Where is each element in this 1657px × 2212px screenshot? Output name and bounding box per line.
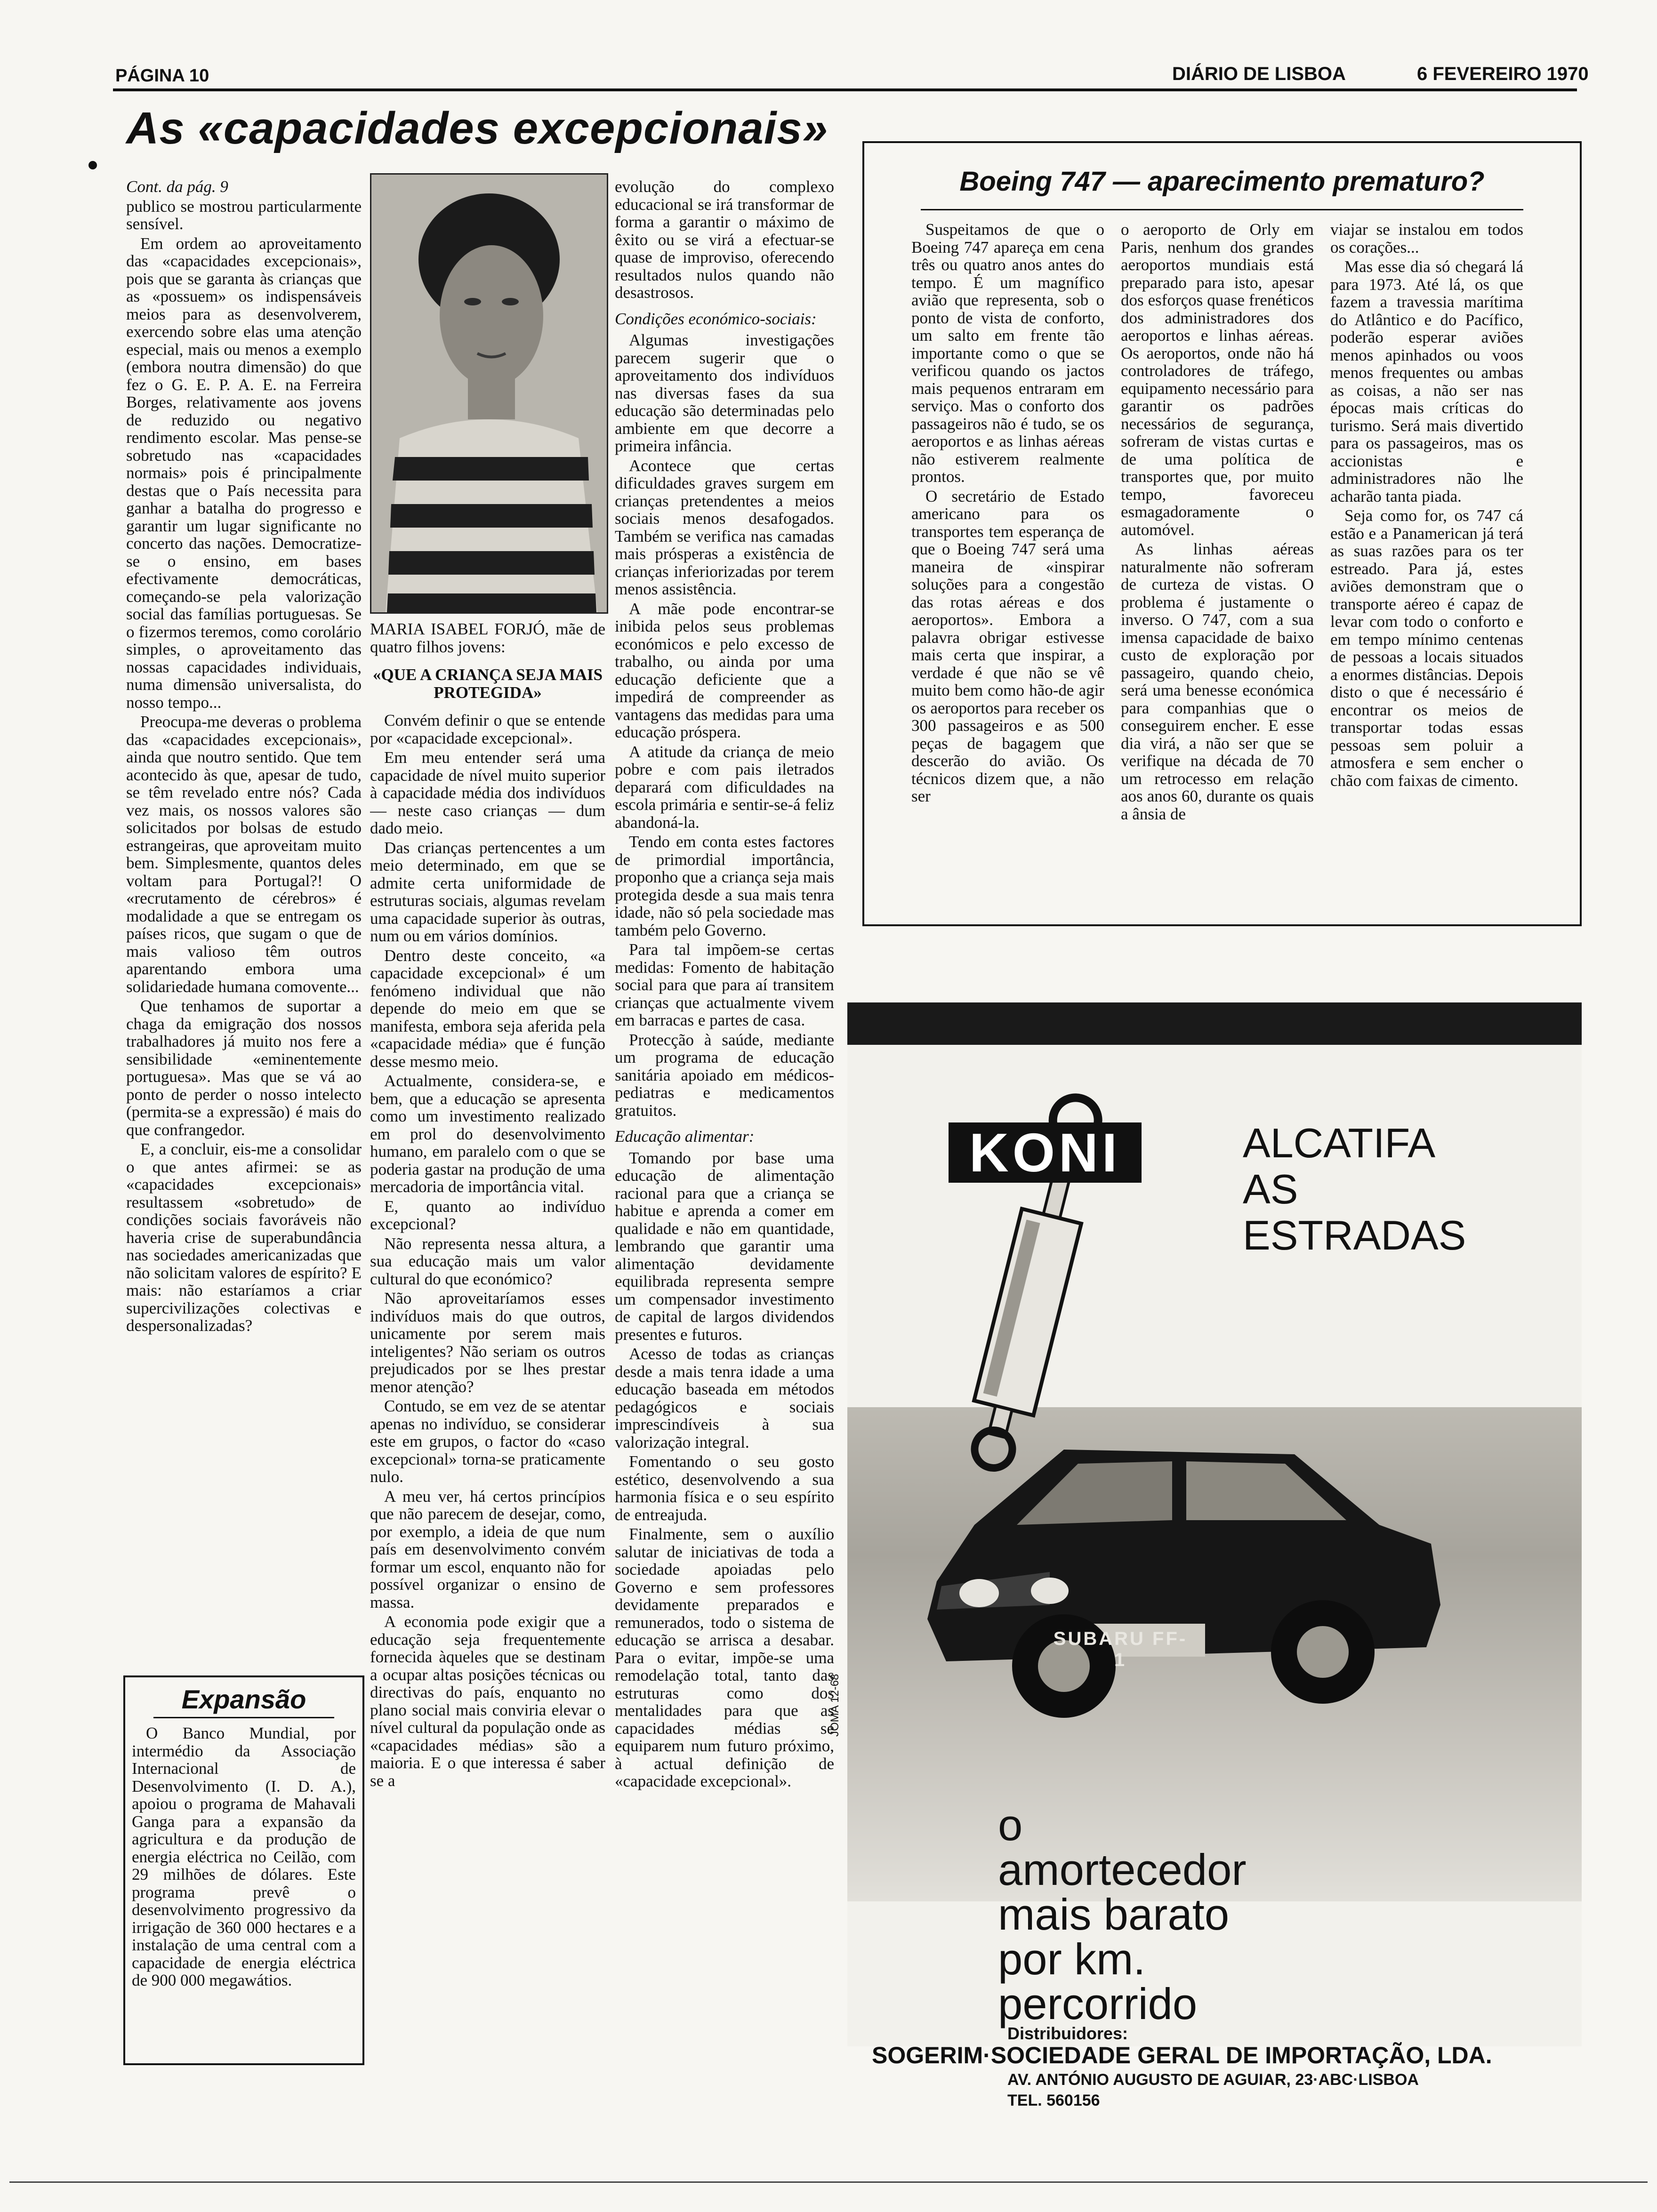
paragraph: viajar se instalou em todos os corações... <box>1330 221 1523 256</box>
paragraph: Em meu entender será uma capacidade de nível muito superior à capacidade média dos indivíduos — neste caso crianças — dum dado meio. <box>370 748 605 837</box>
expansao-box <box>123 1675 364 2065</box>
paragraph: O Banco Mundial, por intermédio da Associação Internacional de Desenvolvimento (I. D. A.), apoiou o programa de Mahavali Ganga para a expansão da agricultura e da produção de energia eléctrica no Ceilão, com 29 milhões de dólares. Este programa prevê o desenvolvimento progressivo da irrigação de 360 000 hectares e a instalação de uma central com a capacidade de energia eléctrica de 900 000 megawátios. <box>132 1724 356 1989</box>
title-rule <box>153 1717 334 1718</box>
paragraph: Mas esse dia só chegará lá para 1973. Até lá, os que fazem a travessia marítima do Atlântico e do Pacífico, poderão esperar aviões menos apinhados ou voos menos frequentes ou ambas as coisas, a não ser nas épocas mais críticas do turismo. Será mais divertido para os passageiros, mas os accionistas e administradores não lhe acharão tanta piada. <box>1330 257 1523 505</box>
paragraph: Acontece que certas dificuldades graves surgem em crianças pretendentes a meios sociais menos desafogados. Também se verifica nas camadas mais prósperas a existência de crianças inferiorizadas por terem menos assistência. <box>615 456 834 598</box>
paragraph: A atitude da criança de meio pobre e com pais iletrados deparará com dificuldades na escola primária e sentir-se-á feliz abandoná-la. <box>615 742 834 832</box>
continuation-note: Cont. da pág. 9 <box>126 178 228 196</box>
paragraph: evolução do complexo educacional se irá transformar de forma a garantir o máximo de êxito ou se virá a efectuar-se quase de improviso, oferecendo resultados nulos quando não desastrosos. <box>615 178 834 302</box>
masthead-rule <box>113 88 1577 91</box>
paragraph: Algumas investigações parecem sugerir que o aproveitamento dos indivíduos nas diversas fases da sua educação são determinadas pelo ambiente em que decorre a primeira infância. <box>615 331 834 455</box>
paragraph: Das crianças pertencentes a um meio determinado, em que se admite certa uniformidade de estruturas sociais, algumas revelam uma capacidade superior às outras, num ou em vários domínios. <box>370 838 605 945</box>
ad-top-band <box>847 1002 1582 1045</box>
tagline-line: percorrido <box>998 1979 1198 2028</box>
paragraph: Tendo em conta estes factores de primordial importância, proponho que a criança seja mais protegida desde a sua mais tenra idade, não só pela sociedade mas também pelo Governo. <box>615 833 834 939</box>
car-badge: SUBARU FF-1 <box>1053 1628 1188 1670</box>
ad-slogan <box>1243 1120 1466 1258</box>
tagline-line: o <box>998 1800 1023 1850</box>
boeing-column-3 <box>1330 221 1523 908</box>
paragraph: Actualmente, considera-se, e bem, que a educação se apresenta como um investimento realizado em prol do desenvolvimento humano, em paralelo com o que se poderia gastar na produção de uma mercadoria de importância vital. <box>370 1072 605 1196</box>
paragraph: Não representa nessa altura, a sua educação mais um valor cultural do que económico? <box>370 1234 605 1288</box>
distributor-address: AV. ANTÓNIO AUGUSTO DE AGUIAR, 23·ABC·LISBOA <box>1007 2071 1419 2089</box>
paragraph: A economia pode exigir que a educação seja frequentemente fornecida àqueles que se destinam a ocupar altas posições técnicas ou directivas do país, enquanto no plano social mais conviria elevar o nível cultural da população onde as «capacidades médias» são a maioria. E o que interessa é saber se a <box>370 1612 605 1790</box>
page-bottom-rule <box>9 2181 1648 2183</box>
expansao-body <box>132 1724 356 2059</box>
paragraph: Seja como for, os 747 cá estão e a Panamerican já terá as suas razões para os ter estreado. Para já, estes aviões demonstram que o transporte aéreo é capaz de levar com todo o conforto e em tempo mínimo centenas de pessoas a locais situados a enormes distâncias. Depois disto o que é necessário é encontrar os meios de transportar todas essas pessoas sem poluir a atmosfera e sem encher o chão com faixas de cimento. <box>1330 506 1523 790</box>
issue-date: 6 FEVEREIRO 1970 <box>1417 64 1589 84</box>
paragraph: Não aproveitaríamos esses indivíduos mais do que outros, unicamente por serem mais inteligentes? Não seriam os outros prejudicados por se lhes prestar menor atenção? <box>370 1289 605 1396</box>
distributor-company: SOGERIM·SOCIEDADE GERAL DE IMPORTAÇÃO, LDA. <box>872 2042 1492 2068</box>
paragraph: Tomando por base uma educação de alimentação racional para que a criança se habitue e aprenda a comer em qualidade e não em quantidade, lembrando que garantir uma alimentação devidamente equilibrada representa sempre um compensador investimento de capital de largos dividendos presentes e futuros. <box>615 1148 834 1344</box>
paragraph: Finalmente, sem o auxílio salutar de iniciativas de toda a sociedade apoiadas pelo Governo e sem professores devidamente preparados e remunerados, todo o sistema de educação se arrisca a desabar. Para o evitar, impõe-se uma remodelação total, tanto das estruturas como dos mentalidades para que as capacidades médias se equiparem num futuro próximo, à actual definição de «capacidade excepcional». <box>615 1525 834 1790</box>
section-subheading: Condições económico-sociais: <box>615 309 817 328</box>
boeing-column-1 <box>911 221 1104 908</box>
ad-tagline <box>998 1800 1247 2028</box>
section-subheading: Educação alimentar: <box>615 1127 755 1146</box>
distributor-phone: TEL. 560156 <box>1007 2092 1100 2109</box>
photo-caption: MARIA ISABEL FORJÓ, mãe de quatro filhos jovens: <box>370 620 605 656</box>
tagline-line: mais barato <box>998 1890 1230 1939</box>
paragraph: Preocupa-me deveras o problema das «capacidades excepcionais», ainda que noutro sentido. Que tem acontecido às que, apesar de tudo, se têm revelado entre nós? Cada vez mais, os nossos valores são solicitados por bolsas de estudo estrangeiras, que aproveitam muito bem. Simplesmente, quantos deles voltam para Portugal?! O «recrutamento de cérebros» é modalidade a que se entregam os países ricos, que sugam o que de mais valioso têm outros aparentando embora uma solidariedade humana comovente... <box>126 713 362 996</box>
subaru-car-illustration <box>909 1384 1455 1723</box>
slogan-line: AS <box>1243 1166 1298 1212</box>
koni-logo: KONI <box>949 1122 1142 1183</box>
paragraph: Para tal impõem-se certas medidas: Fomento de habitação social para que para aí transitem crianças que actualmente vivem em barracas e partes de casa. <box>615 940 834 1029</box>
tagline-line: amortecedor <box>998 1845 1247 1894</box>
slogan-line: ESTRADAS <box>1243 1212 1466 1258</box>
portrait-photo <box>370 173 608 614</box>
portrait-image <box>371 175 607 612</box>
title-rule <box>921 209 1523 210</box>
page-number: PÁGINA 10 <box>115 66 209 86</box>
paragraph: O secretário de Estado americano para os transportes tem esperança de que o Boeing 747 será uma maneira de «inspirar soluções para a congestão das rotas aéreas e dos aeroportos». Embora a palavra obrigar estivesse mais certa que inspirar, a verdade é que não se vê muito bem como hão-de agir os aeroportos para receber os 300 passageiros e as 500 peças de bagagem que descerão do avião. Os técnicos dizem que, a não ser <box>911 487 1104 805</box>
paragraph: A meu ver, há certos princípios que não parecem de desejar, como, por exemplo, a ideia de que num país em desenvolvimento convém formar um escol, enquanto não for possível organizar o ensino de massa. <box>370 1487 605 1611</box>
paragraph: Suspeitamos de que o Boeing 747 apareça em cena três ou quatro anos antes do tempo. É um magnífico avião que representa, sob o ponto de vista de conforto, um salto em frente tão importante como o que se verificou quando os jactos mais pequenos entraram em serviço. Mas o conforto dos passageiros não é tudo, se os aeroportos e as linhas aéreas não estiverem realmente prontos. <box>911 221 1104 486</box>
boeing-column-2 <box>1121 221 1314 908</box>
paragraph: E, a concluir, eis-me a consolidar o que antes afirmei: se as «capacidades excepcionais» resultassem «sobretudo» de condições sociais favoráveis não haveria crise de superabundância nas sociedades americanizadas que não solicitam valores de espírito? E mais: não estaríamos a criar supercivilizações colectivas e despersonalizadas? <box>126 1140 362 1335</box>
article-headline: As «capacidades excepcionais» <box>126 103 828 153</box>
tagline-line: por km. <box>998 1934 1146 1984</box>
paragraph: A mãe pode encontrar-se inibida pelos seus problemas económicos e pelo excesso de trabalho, ou ainda por uma educação deficiente que a impedirá de compreender as vantagens das medidas para uma educação próspera. <box>615 599 834 741</box>
paragraph: Fomentando o seu gosto estético, desenvolvendo a sua harmonia física e o seu espírito de entreajuda. <box>615 1452 834 1524</box>
interview-heading: «QUE A CRIANÇA SEJA MAIS PROTEGIDA» <box>372 665 603 702</box>
boeing-title: Boeing 747 — aparecimento prematuro? <box>959 166 1485 197</box>
article-column-3 <box>615 178 834 2070</box>
paragraph: Que tenhamos de suportar a chaga da emigração dos nossos trabalhadores já muito nos fere a sensibilidade «eminentemente portuguesa». Mas que se vá ao ponto de perder o nosso intelecto (permita-se a expressão) é mais do que confrangedor. <box>126 997 362 1139</box>
paragraph: Em ordem ao aproveitamento das «capacidades excepcionais», pois que se garanta às crianças que as «possuem» os indispensáveis meios para as desenvolverem, exercendo sobre elas uma atenção especial, mais ou menos a exemplo (embora noutra dimensão) do que fez o G. E. P. A. E. na Ferreira Borges, relativamente aos jovens de reduzido ou negativo rendimento escolar. Mas pense-se sobretudo nas «capacidades normais» pois é principalmente destas que o País necessita para ganhar a batalha do progresso e garantir um lugar significante no concerto das nações. Democratize-se o ensino, em bases efectivamente democráticas, começando-se pela valorização social das famílias portuguesas. Se o fizermos teremos, como corolário simples, o aproveitamento das nossas capacidades individuais, numa dimensão universalista, do nosso tempo... <box>126 234 362 712</box>
article-column-1 <box>126 178 362 1642</box>
koni-advertisement <box>828 1002 1582 2046</box>
paragraph: publico se mostrou particularmente sensível. <box>126 197 362 233</box>
paragraph: Protecção à saúde, mediante um programa de educação sanitária apoiado em médicos-pediatras e medicamentos gratuitos. <box>615 1030 834 1120</box>
paragraph: As linhas aéreas naturalmente não sofreram de curteza de vistas. O problema é justamente o inverso. O 747, com a sua imensa capacidade de baixo custo de exploração por passageiro, quando cheio, será uma benesse económica para companhias que o conseguirem encher. E esse dia virá, a não ser que se verifique na década de 70 um retrocesso em relação aos anos 60, durante os quais a ânsia de <box>1121 540 1314 823</box>
distributors-label: Distribuidores: <box>1007 2024 1128 2043</box>
paragraph: Convém definir o que se entende por «capacidade excepcional». <box>370 711 605 747</box>
paragraph: o aeroporto de Orly em Paris, nenhum dos grandes aeroportos mundiais está preparado para isto, apesar dos esforços quase frenéticos dos administradores dos aeroportos e linhas aéreas. Os aeroportos, onde não há controladores de tráfego, equipamento necessário para garantir os padrões necessários de segurança, sofreram de vistas curtas e de uma política de transportes que, por muito tempo, favoreceu esmagadoramente o automóvel. <box>1121 221 1314 539</box>
article-column-2 <box>370 620 605 2065</box>
paragraph: Dentro deste conceito, «a capacidade excepcional» é um fenómeno individual que não depende do meio em que se manifesta, embora seja aferida pela «capacidade média» que é função desse mesmo meio. <box>370 946 605 1071</box>
bullet-mark <box>88 161 97 169</box>
expansao-title: Expansão <box>181 1684 306 1714</box>
paragraph: Contudo, se em vez de se atentar apenas no indivíduo, se considerar este em grupos, o factor do «caso excepcional» torna-se praticamente nulo. <box>370 1397 605 1486</box>
newspaper-name: DIÁRIO DE LISBOA <box>1172 64 1346 84</box>
ad-code: JOMA 12-68 <box>828 1674 841 1737</box>
paragraph: Acesso de todas as crianças desde a mais tenra idade a uma educação baseada em métodos pedagógicos e sociais imprescindíveis à sua valorização integral. <box>615 1345 834 1451</box>
boeing-article-box <box>862 141 1582 926</box>
slogan-line: ALCATIFA <box>1243 1120 1436 1166</box>
paragraph: E, quanto ao indivíduo excepcional? <box>370 1197 605 1233</box>
